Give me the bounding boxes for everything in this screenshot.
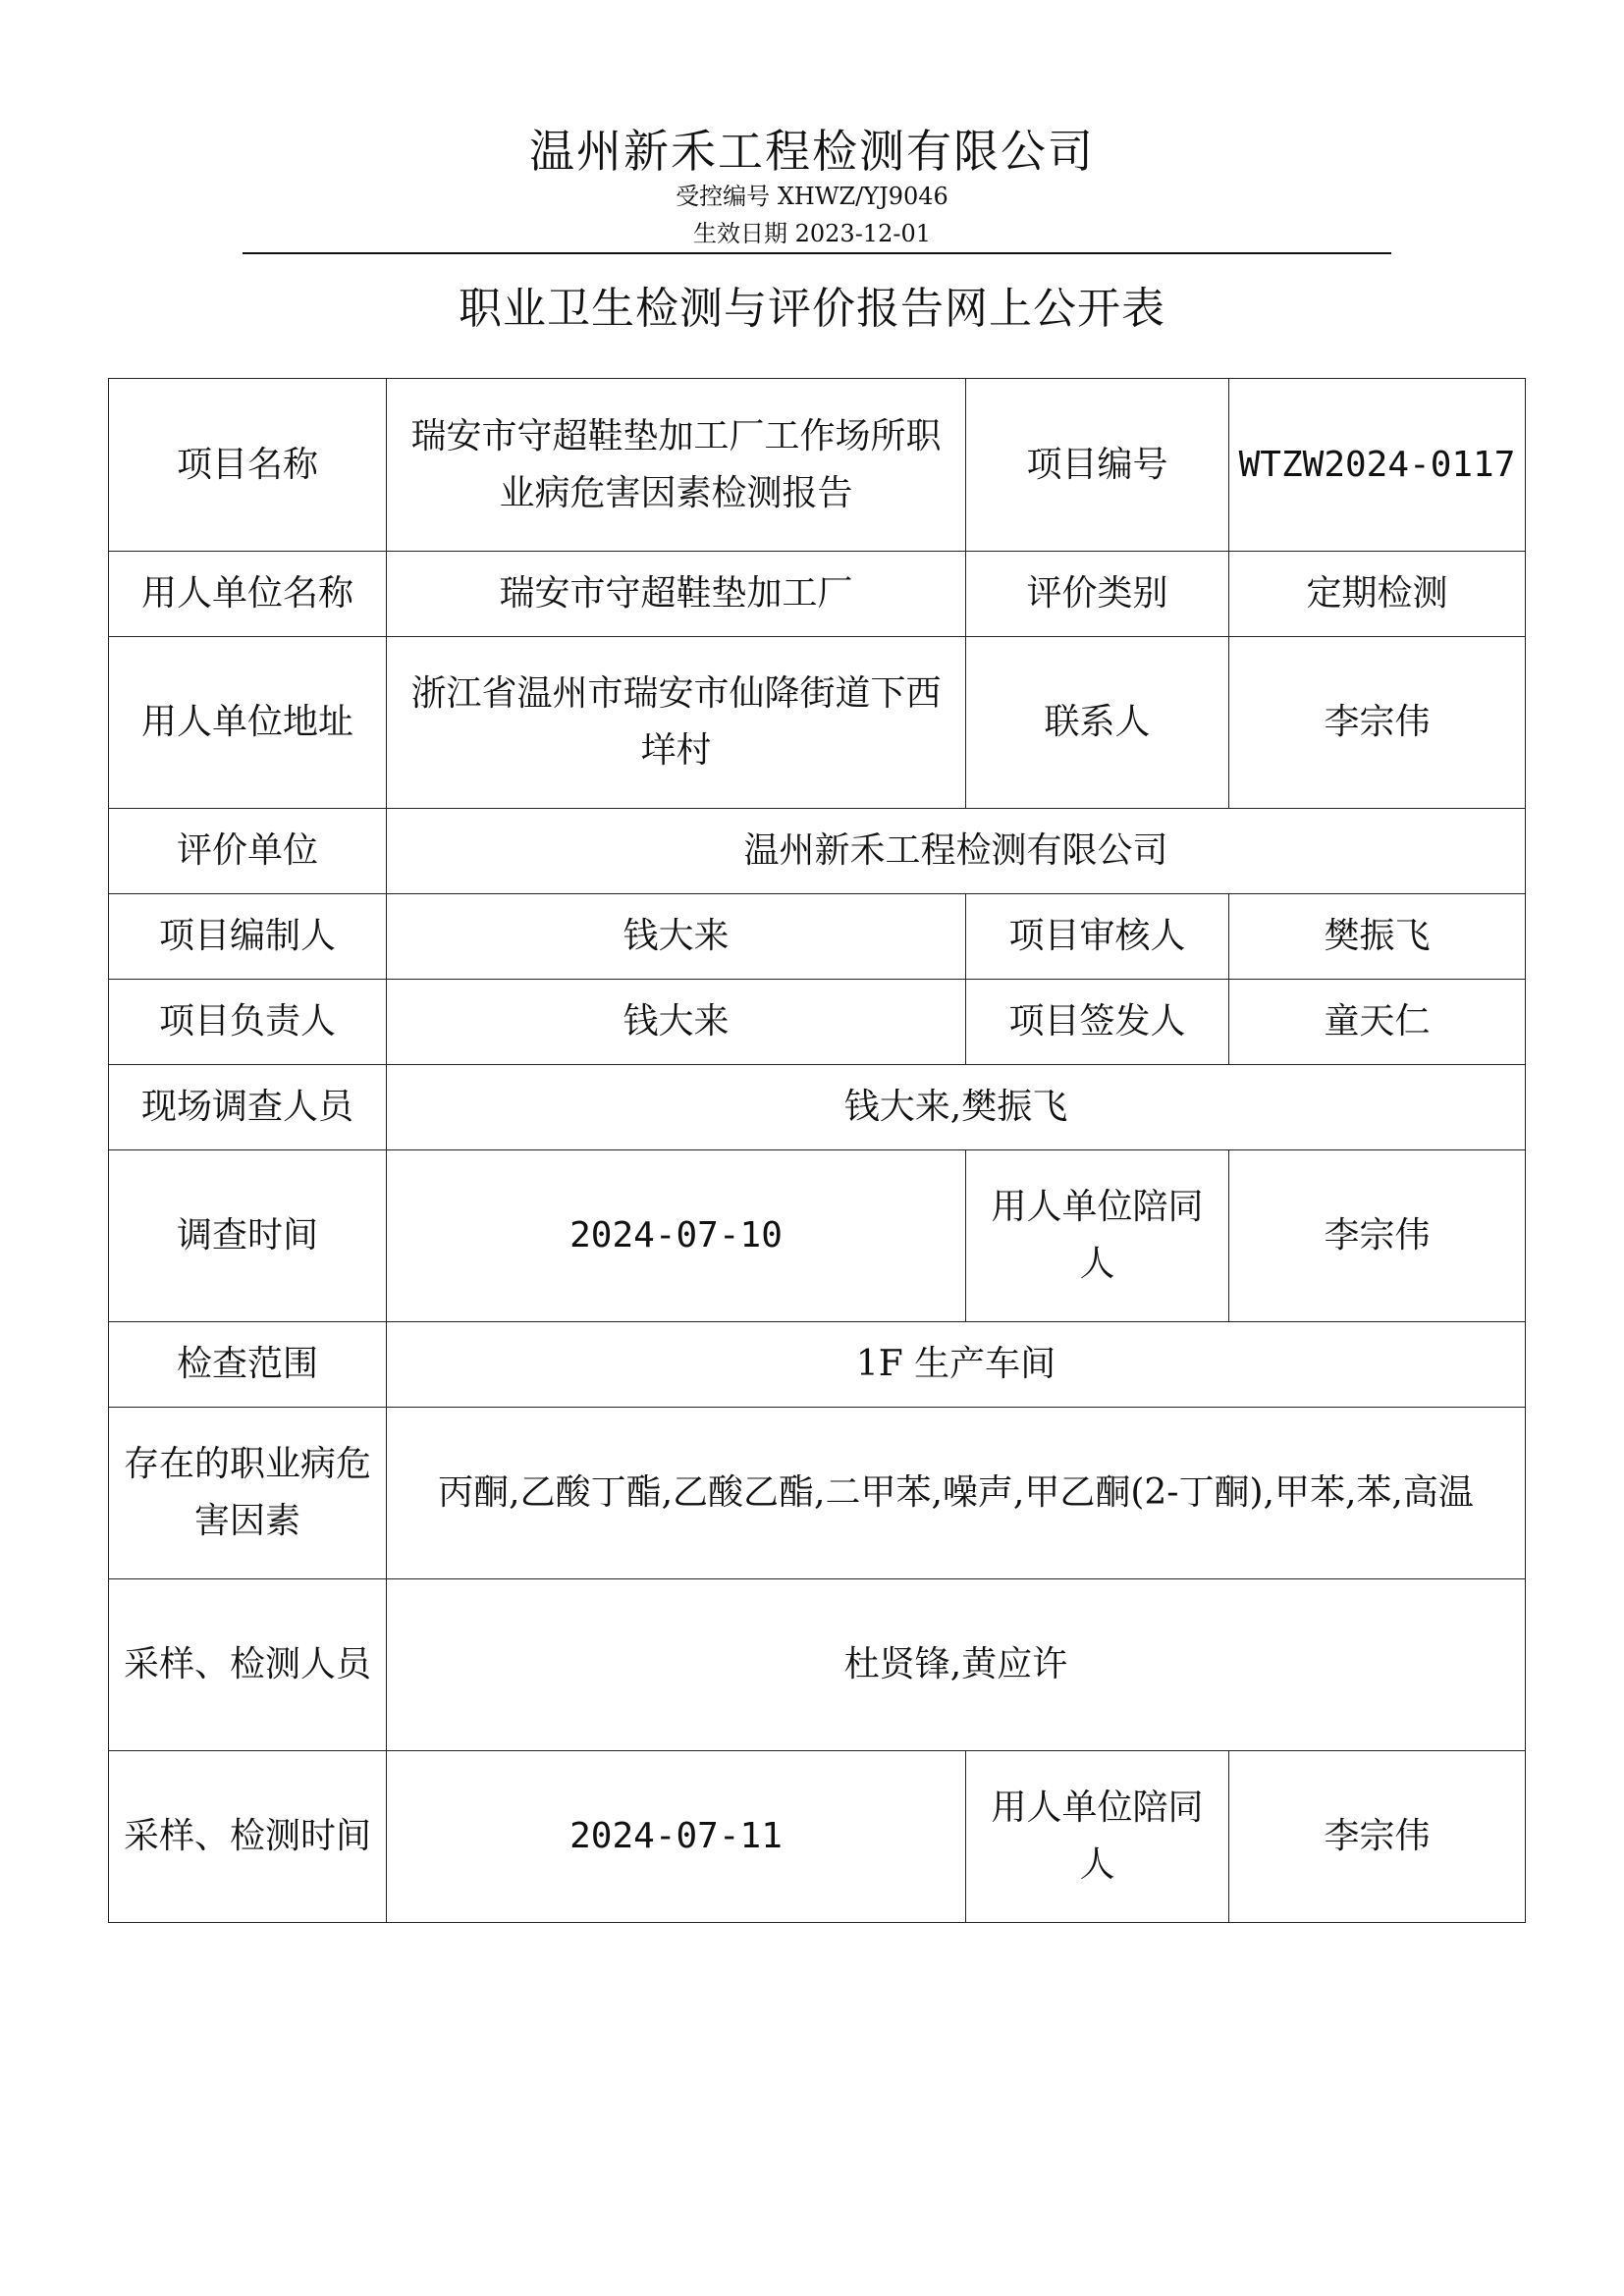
eval-unit-label: 评价单位: [109, 809, 387, 894]
control-number: 受控编号 XHWZ/YJ9046: [676, 183, 948, 210]
table-row: [109, 1579, 1526, 1751]
table-row: [109, 1751, 1526, 1923]
table-row: [109, 637, 1526, 809]
employer-address-label: 用人单位地址: [109, 637, 387, 809]
reviewer-label: 项目审核人: [966, 894, 1229, 980]
table-row: [109, 809, 1526, 894]
contact-label: 联系人: [966, 637, 1229, 809]
eval-type-value: 定期检测: [1229, 552, 1526, 637]
issuer-label: 项目签发人: [966, 980, 1229, 1065]
hazards-label: 存在的职业病危害因素: [109, 1408, 387, 1579]
project-name-value: 瑞安市守超鞋垫加工厂工作场所职业病危害因素检测报告: [387, 379, 966, 552]
scope-label: 检查范围: [109, 1322, 387, 1408]
eval-type-label: 评价类别: [966, 552, 1229, 637]
table-row: [109, 552, 1526, 637]
report-info-table: [108, 378, 1526, 1923]
issuer-value: 童天仁: [1229, 980, 1526, 1065]
employer-address-value: 浙江省温州市瑞安市仙降街道下西垟村: [387, 637, 966, 809]
employer-name-value: 瑞安市守超鞋垫加工厂: [387, 552, 966, 637]
survey-staff-label: 现场调查人员: [109, 1065, 387, 1150]
accompany-label: 用人单位陪同人: [966, 1751, 1229, 1923]
table-row: [109, 1150, 1526, 1322]
sampling-staff-value: 杜贤锋,黄应许: [387, 1579, 1526, 1751]
company-name: 温州新禾工程检测有限公司: [529, 125, 1095, 178]
compiler-value: 钱大来: [387, 894, 966, 980]
table-row: [109, 379, 1526, 552]
table-row: [109, 1065, 1526, 1150]
accompany-value: 李宗伟: [1229, 1150, 1526, 1322]
accompany-label: 用人单位陪同人: [966, 1150, 1229, 1322]
employer-name-label: 用人单位名称: [109, 552, 387, 637]
contact-value: 李宗伟: [1229, 637, 1526, 809]
survey-staff-value: 钱大来,樊振飞: [387, 1065, 1526, 1150]
leader-value: 钱大来: [387, 980, 966, 1065]
sampling-time-value: 2024-07-11: [387, 1751, 966, 1923]
project-no-value: WTZW2024-0117: [1229, 379, 1526, 552]
header-divider: [243, 252, 1391, 254]
leader-label: 项目负责人: [109, 980, 387, 1065]
table-row: [109, 894, 1526, 980]
reviewer-value: 樊振飞: [1229, 894, 1526, 980]
sampling-staff-label: 采样、检测人员: [109, 1579, 387, 1751]
table-row: [109, 980, 1526, 1065]
scope-value: 1F 生产车间: [387, 1322, 1526, 1408]
accompany-value: 李宗伟: [1229, 1751, 1526, 1923]
sampling-time-label: 采样、检测时间: [109, 1751, 387, 1923]
survey-time-value: 2024-07-10: [387, 1150, 966, 1322]
compiler-label: 项目编制人: [109, 894, 387, 980]
project-name-label: 项目名称: [109, 379, 387, 552]
effective-date: 生效日期 2023-12-01: [692, 220, 931, 247]
project-no-label: 项目编号: [966, 379, 1229, 552]
table-row: [109, 1322, 1526, 1408]
eval-unit-value: 温州新禾工程检测有限公司: [387, 809, 1526, 894]
hazards-value: 丙酮,乙酸丁酯,乙酸乙酯,二甲苯,噪声,甲乙酮(2-丁酮),甲苯,苯,高温: [387, 1408, 1526, 1579]
table-row: [109, 1408, 1526, 1579]
document-title: 职业卫生检测与评价报告网上公开表: [459, 284, 1165, 334]
survey-time-label: 调查时间: [109, 1150, 387, 1322]
